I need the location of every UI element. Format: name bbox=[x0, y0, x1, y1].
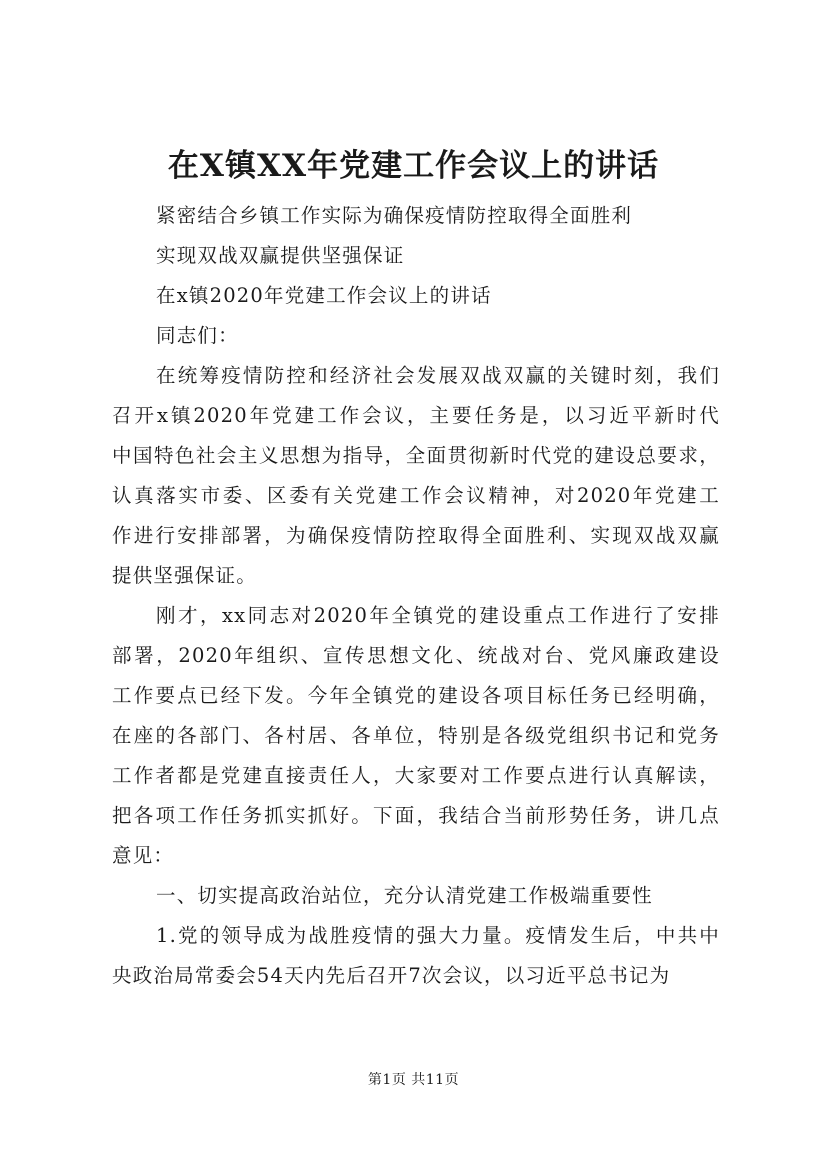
body-line: 刚才，xx同志对2020年全镇党的建设重点工作进行了安排 bbox=[156, 604, 720, 627]
body-line: 在统筹疫情防控和经济社会发展双战双赢的关键时刻，我们 bbox=[156, 364, 720, 387]
body-line: 工作要点已经下发。今年全镇党的建设各项目标任务已经明确， bbox=[112, 684, 720, 707]
body-line: 召开x镇2020年党建工作会议，主要任务是，以习近平新时代 bbox=[112, 404, 720, 427]
body-line: 紧密结合乡镇工作实际为确保疫情防控取得全面胜利 bbox=[156, 204, 633, 227]
body-line: 在座的各部门、各村居、各单位，特别是各级党组织书记和党务 bbox=[112, 724, 720, 747]
body-line: 意见： bbox=[112, 844, 175, 867]
body-line: 把各项工作任务抓实抓好。下面，我结合当前形势任务，讲几点 bbox=[112, 804, 720, 827]
body-line: 工作者都是党建直接责任人，大家要对工作要点进行认真解读， bbox=[112, 764, 720, 787]
document-title: 在X镇XX年党建工作会议上的讲话 bbox=[167, 148, 660, 184]
body-line: 中国特色社会主义思想为指导，全面贯彻新时代党的建设总要求， bbox=[112, 444, 720, 467]
page-footer: 第1页 共11页 bbox=[367, 1072, 460, 1088]
body-line: 同志们： bbox=[156, 324, 239, 347]
body-line: 一、切实提高政治站位，充分认清党建工作极端重要性 bbox=[156, 884, 653, 907]
body-line: 实现双战双赢提供坚强保证 bbox=[156, 244, 405, 267]
document-body bbox=[112, 196, 720, 996]
body-line: 提供坚强保证。 bbox=[112, 564, 257, 587]
body-line: 作进行安排部署，为确保疫情防控取得全面胜利、实现双战双赢 bbox=[112, 524, 720, 547]
body-line: 部署，2020年组织、宣传思想文化、统战对台、党风廉政建设 bbox=[112, 644, 720, 667]
body-line: 在x镇2020年党建工作会议上的讲话 bbox=[156, 284, 492, 307]
body-line: 认真落实市委、区委有关党建工作会议精神，对2020年党建工 bbox=[112, 484, 720, 507]
body-line: 央政治局常委会54天内先后召开7次会议，以习近平总书记为 bbox=[112, 964, 671, 987]
body-line: 1.党的领导成为战胜疫情的强大力量。疫情发生后，中共中 bbox=[156, 924, 720, 947]
